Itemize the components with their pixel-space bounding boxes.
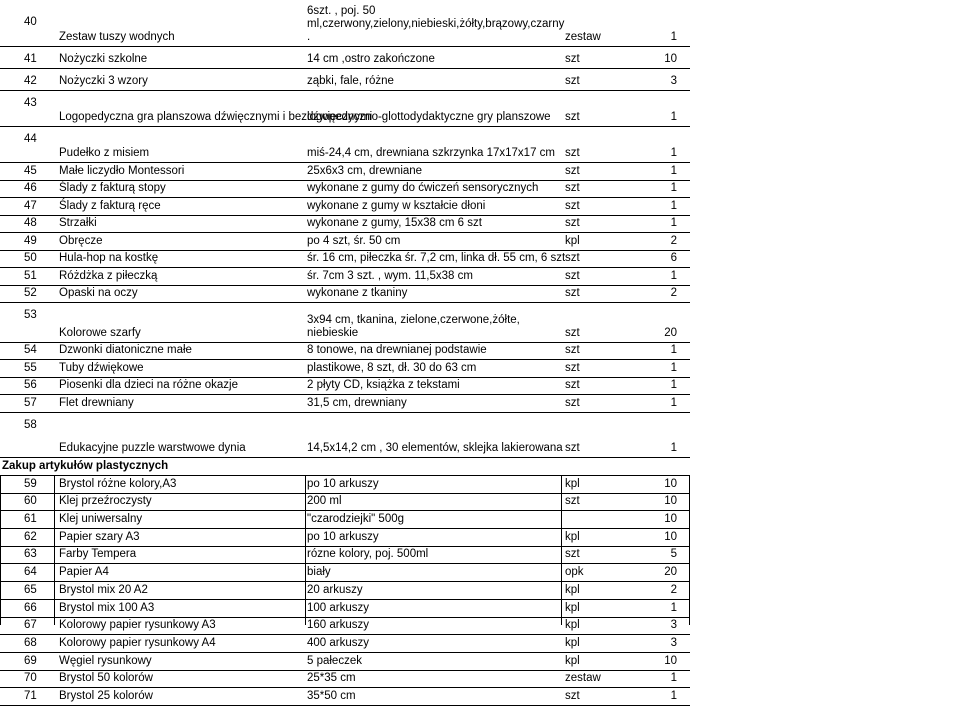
item-description: [307, 314, 520, 340]
item-description: po 10 arkuszy: [307, 530, 379, 543]
item-name: Dzwonki diatoniczne małe: [59, 344, 192, 356]
item-description: 160 arkuszy: [307, 619, 370, 632]
item-description: 100 arkuszy: [307, 601, 370, 614]
quantity: 3: [670, 75, 677, 87]
item-description: 5 pałeczek: [307, 654, 362, 667]
table-row: [0, 286, 690, 303]
row-number: 61: [24, 513, 37, 526]
unit: kpl: [565, 654, 580, 667]
item-description: [307, 252, 565, 265]
unit: kpl: [565, 477, 580, 490]
unit: kpl: [565, 636, 580, 649]
item-name: Edukacyjne puzzle warstwowe dynia: [59, 442, 246, 454]
item-description: rózne kolory, poj. 500ml: [307, 548, 429, 561]
description-line: 8 tonowe, na drewnianej podstawie: [307, 344, 487, 356]
row-number: 67: [24, 619, 37, 632]
table-row: [0, 0, 690, 47]
table-row: [0, 395, 690, 413]
description-line: niebieskie: [307, 327, 359, 339]
description-line: 14,5x14,2 cm , 30 elementów, sklejka lakierowana: [307, 442, 563, 454]
item-description: [307, 217, 482, 230]
quantity: 1: [670, 147, 677, 159]
unit: kpl: [565, 530, 580, 543]
description-line: 3x94 cm, tkanina, zielone,czerwone,żółte,: [307, 314, 520, 326]
row-number: 50: [24, 252, 37, 264]
quantity: 10: [664, 53, 677, 65]
unit: opk: [565, 566, 584, 579]
item-name: Klej przeźroczysty: [59, 495, 152, 508]
item-name: Zestaw tuszy wodnych: [59, 31, 175, 43]
table-row: [0, 511, 690, 529]
unit: szt: [565, 327, 580, 339]
row-number: 64: [24, 566, 37, 579]
unit: szt: [565, 111, 580, 123]
quantity: 1: [670, 270, 677, 282]
quantity: 1: [670, 362, 677, 374]
description-line: wykonane z gumy, 15x38 cm 6 szt: [307, 217, 482, 229]
table-row: [0, 360, 690, 378]
table-row: [0, 653, 690, 671]
unit: zestaw: [565, 672, 601, 685]
grid-column-line: [0, 476, 1, 625]
row-number: 40: [24, 16, 37, 28]
table-row: [0, 216, 690, 233]
quantity: 10: [664, 495, 677, 508]
quantity: 1: [670, 442, 677, 454]
description-line: 14 cm ,ostro zakończone: [307, 53, 435, 65]
description-line: .: [307, 31, 311, 43]
item-description: [307, 379, 460, 392]
quantity: 1: [670, 200, 677, 212]
table-row: [0, 494, 690, 512]
table-row: [0, 529, 690, 547]
item-name: Brystol mix 100 A3: [59, 601, 155, 614]
description-line: 2 płyty CD, książka z tekstami: [307, 379, 460, 391]
unit: szt: [565, 690, 580, 703]
row-number: 43: [24, 97, 37, 109]
item-description: po 10 arkuszy: [307, 477, 379, 490]
item-description: 200 ml: [307, 495, 342, 508]
item-name: Ślady z fakturą ręce: [59, 200, 161, 212]
row-number: 70: [24, 672, 37, 685]
quantity: 5: [670, 548, 677, 561]
item-name: Ślady z fakturą stopy: [59, 182, 166, 194]
row-number: 44: [24, 133, 37, 145]
item-name: Brystol różne kolory,A3: [59, 477, 177, 490]
quantity: 1: [670, 690, 677, 703]
quantity: 1: [670, 217, 677, 229]
quantity: 10: [664, 513, 677, 526]
table-row: [0, 378, 690, 395]
item-name: Kolorowe szarfy: [59, 327, 141, 339]
description-line: śr. 16 cm, piłeczka śr. 7,2 cm, linka dł. 55 cm, 6 szt: [307, 252, 566, 264]
row-number: 49: [24, 235, 37, 247]
unit: szt: [565, 397, 580, 409]
unit: szt: [565, 379, 580, 391]
table-row: [0, 47, 690, 69]
quantity: 3: [670, 636, 677, 649]
table-row: [0, 251, 690, 268]
item-description: [307, 165, 422, 178]
item-name: Papier A4: [59, 566, 109, 579]
item-description: [307, 200, 485, 213]
quantity: 10: [664, 530, 677, 543]
unit: szt: [565, 344, 580, 356]
table-row: [0, 163, 690, 181]
unit: szt: [565, 495, 580, 508]
row-number: 58: [24, 419, 37, 431]
unit: szt: [565, 147, 580, 159]
unit: szt: [565, 252, 580, 264]
row-number: 63: [24, 548, 37, 561]
unit: szt: [565, 442, 580, 454]
item-description: [307, 147, 555, 160]
row-number: 55: [24, 362, 37, 374]
quantity: 2: [670, 235, 677, 247]
item-name: Kolorowy papier rysunkowy A4: [59, 636, 216, 649]
unit: szt: [565, 200, 580, 212]
table-row: [0, 91, 690, 127]
description-line: wykonane z gumy w kształcie dłoni: [307, 200, 486, 212]
item-description: 35*50 cm: [307, 690, 356, 703]
row-number: 59: [24, 477, 37, 490]
item-description: biały: [307, 566, 331, 579]
unit: szt: [565, 548, 580, 561]
item-description: [307, 397, 407, 410]
item-name: Nożyczki 3 wzory: [59, 75, 148, 87]
row-number: 68: [24, 636, 37, 649]
description-line: 31,5 cm, drewniany: [307, 397, 407, 409]
item-name: Kolorowy papier rysunkowy A3: [59, 619, 216, 632]
unit: szt: [565, 75, 580, 87]
item-name: Małe liczydło Montessori: [59, 165, 185, 177]
table-row: [0, 635, 690, 653]
row-number: 71: [24, 690, 37, 703]
quantity: 1: [670, 165, 677, 177]
quantity: 3: [670, 619, 677, 632]
item-description: 20 arkuszy: [307, 583, 363, 596]
section-title: Zakup artykułów plastycznych: [2, 460, 169, 472]
unit: szt: [565, 53, 580, 65]
table-row: [0, 671, 690, 689]
unit: szt: [565, 270, 580, 282]
item-name: Brystol 50 kolorów: [59, 672, 153, 685]
item-description: [307, 75, 394, 88]
unit: szt: [565, 217, 580, 229]
row-number: 57: [24, 397, 37, 409]
item-name: Papier szary A3: [59, 530, 140, 543]
description-line: ml,czerwony,zielony,niebieski,żółty,brązowy,czarny: [307, 18, 565, 30]
unit: szt: [565, 362, 580, 374]
unit: szt: [565, 182, 580, 194]
table-row: [0, 181, 690, 198]
description-line: plastikowe, 8 szt, dł. 30 do 63 cm: [307, 362, 477, 374]
item-name: Różdżka z piłeczką: [59, 270, 158, 282]
item-description: [307, 5, 564, 44]
quantity: 6: [670, 252, 677, 264]
unit: kpl: [565, 235, 580, 247]
item-name: Hula-hop na kostkę: [59, 252, 159, 264]
item-name: Węgiel rysunkowy: [59, 654, 152, 667]
row-number: 66: [24, 601, 37, 614]
description-line: wykonane z gumy do ćwiczeń sensorycznych: [307, 182, 539, 194]
table-row: [0, 198, 690, 216]
item-description: "czarodziejki" 500g: [307, 513, 405, 526]
item-description: [307, 442, 563, 455]
row-number: 47: [24, 200, 37, 212]
row-number: 52: [24, 287, 37, 299]
grid-column-line: [305, 476, 306, 625]
quantity: 1: [670, 111, 677, 123]
row-number: 51: [24, 270, 37, 282]
row-number: 45: [24, 165, 37, 177]
table-row: [0, 688, 690, 706]
table-row: [0, 547, 690, 565]
item-name: Pudełko z misiem: [59, 147, 150, 159]
description-line: śr. 7cm 3 szt. , wym. 11,5x38 cm: [307, 270, 473, 282]
quantity: 1: [670, 379, 677, 391]
quantity: 1: [670, 601, 677, 614]
table-row: [0, 476, 690, 494]
grid-column-line: [561, 476, 562, 625]
grid-column-line: [689, 476, 690, 625]
description-line: logopedyczno-glottodydaktyczne gry planszowe: [307, 111, 551, 123]
item-name: Flet drewniany: [59, 397, 134, 409]
quantity: 1: [670, 344, 677, 356]
item-name: Klej uniwersalny: [59, 513, 143, 526]
unit: zestaw: [565, 31, 601, 43]
description-line: wykonane z tkaniny: [307, 287, 408, 299]
item-description: [307, 270, 473, 283]
item-name: Brystol 25 kolorów: [59, 690, 153, 703]
table-row: [0, 303, 690, 343]
grid-column-line: [54, 476, 55, 625]
row-number: 42: [24, 75, 37, 87]
row-number: 46: [24, 182, 37, 194]
item-description: [307, 344, 487, 357]
description-line: miś-24,4 cm, drewniana szkrzynka 17x17x17 cm: [307, 147, 555, 159]
quantity: 2: [670, 583, 677, 596]
item-description: [307, 235, 400, 248]
quantity: 1: [670, 31, 677, 43]
description-line: ząbki, fale, różne: [307, 75, 394, 87]
item-name: Obręcze: [59, 235, 103, 247]
quantity: 20: [664, 566, 677, 579]
item-description: 400 arkuszy: [307, 636, 370, 649]
table-row: [0, 618, 690, 636]
row-number: 41: [24, 53, 37, 65]
quantity: 20: [664, 327, 677, 339]
row-number: 48: [24, 217, 37, 229]
row-number: 69: [24, 654, 37, 667]
item-name: Strzałki: [59, 217, 97, 229]
quantity: 1: [670, 397, 677, 409]
description-line: 25x6x3 cm, drewniane: [307, 165, 423, 177]
row-number: 53: [24, 309, 37, 321]
table-row: [0, 69, 690, 91]
quantity: 10: [664, 654, 677, 667]
description-line: po 4 szt, śr. 50 cm: [307, 235, 401, 247]
row-number: 62: [24, 530, 37, 543]
row-number: 54: [24, 344, 37, 356]
table-row: [0, 600, 690, 618]
table-row: [0, 127, 690, 163]
unit: kpl: [565, 601, 580, 614]
unit: kpl: [565, 619, 580, 632]
item-description: [307, 53, 435, 66]
item-description: [307, 287, 407, 300]
table-row: [0, 233, 690, 251]
unit: kpl: [565, 583, 580, 596]
item-name: Logopedyczna gra planszowa dźwięcznymi i bezdźwięcznymi: [59, 111, 373, 123]
item-description: [307, 111, 551, 124]
unit: szt: [565, 165, 580, 177]
row-number: 60: [24, 495, 37, 508]
row-number: 65: [24, 583, 37, 596]
description-line: 6szt. , poj. 50: [307, 5, 376, 17]
item-name: Brystol mix 20 A2: [59, 583, 148, 596]
item-description: [307, 182, 538, 195]
item-name: Tuby dźwiękowe: [59, 362, 144, 374]
quantity: 2: [670, 287, 677, 299]
item-name: Nożyczki szkolne: [59, 53, 148, 65]
row-number: 56: [24, 379, 37, 391]
table-row: [0, 413, 690, 458]
table-row: [0, 343, 690, 360]
item-description: 25*35 cm: [307, 672, 356, 685]
item-name: Opaski na oczy: [59, 287, 138, 299]
table-row: [0, 565, 690, 583]
table-row: [0, 268, 690, 286]
quantity: 1: [670, 672, 677, 685]
quantity: 1: [670, 182, 677, 194]
quantity: 10: [664, 477, 677, 490]
item-name: Farby Tempera: [59, 548, 137, 561]
item-description: [307, 362, 476, 375]
unit: szt: [565, 287, 580, 299]
item-name: Piosenki dla dzieci na różne okazje: [59, 379, 238, 391]
table-row: [0, 582, 690, 600]
